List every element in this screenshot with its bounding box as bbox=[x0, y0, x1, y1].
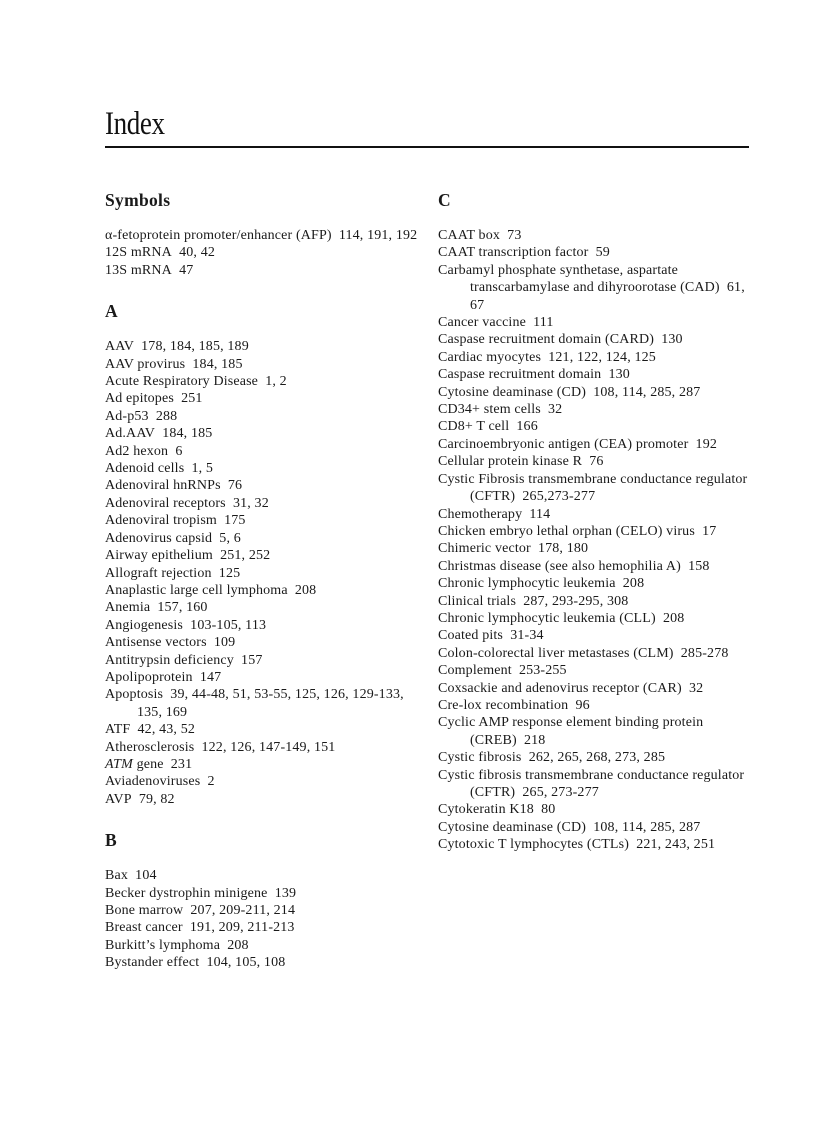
entry-term: Coated pits bbox=[438, 628, 504, 644]
entry-pages: 184, 185 bbox=[192, 356, 243, 372]
entry-term: Chicken embryo lethal orphan (CELO) virus bbox=[438, 523, 695, 539]
entry-pages: 122, 126, 147-149, 151 bbox=[201, 739, 336, 755]
entry-term: Bystander effect bbox=[105, 955, 200, 971]
index-entry bbox=[438, 558, 758, 575]
entry-pages: 251, 252 bbox=[220, 548, 271, 564]
title-rule bbox=[105, 146, 749, 148]
entry-term: Cytotoxic T lymphocytes (CTLs) bbox=[438, 837, 630, 853]
index-section bbox=[105, 190, 425, 279]
entry-pages: 114, 191, 192 bbox=[338, 228, 418, 243]
entry-term: Allograft rejection bbox=[105, 565, 212, 581]
entry-pages: 73 bbox=[507, 228, 522, 243]
index-entry bbox=[438, 697, 758, 714]
entry-pages: 184, 185 bbox=[162, 426, 213, 442]
index-entry bbox=[105, 773, 425, 790]
index-entry bbox=[105, 582, 425, 599]
entry-term: Ad epitopes bbox=[105, 391, 174, 407]
entry-term-suffix: gene bbox=[132, 756, 164, 772]
entry-pages: 32 bbox=[548, 402, 563, 418]
index-entry bbox=[438, 227, 758, 244]
entry-pages: 147 bbox=[199, 669, 222, 685]
index-entry bbox=[438, 244, 758, 261]
entry-pages: 96 bbox=[575, 697, 590, 713]
entry-term: CAAT box bbox=[438, 228, 501, 243]
entry-term: Chronic lymphocytic leukemia bbox=[438, 576, 616, 592]
entry-pages: 40, 42 bbox=[179, 245, 215, 261]
entry-term: Cystic fibrosis transmembrane conductance regulator (CFTR) bbox=[438, 767, 745, 800]
entry-pages: 104, 105, 108 bbox=[206, 955, 286, 971]
entry-term: Airway epithelium bbox=[105, 548, 213, 564]
entry-pages: 17 bbox=[702, 523, 717, 539]
index-entry bbox=[438, 523, 758, 540]
entry-pages: 103-105, 113 bbox=[190, 617, 267, 633]
index-entry bbox=[105, 460, 425, 477]
entry-pages: 178, 180 bbox=[537, 541, 589, 557]
index-entry-list bbox=[105, 867, 425, 971]
index-entry bbox=[438, 349, 758, 366]
page-title: Index bbox=[105, 106, 165, 142]
index-entry bbox=[438, 401, 758, 418]
index-entry bbox=[438, 366, 758, 383]
entry-pages: 287, 293-295, 308 bbox=[523, 593, 629, 609]
index-entry bbox=[438, 314, 758, 331]
entry-pages: 218 bbox=[523, 732, 546, 748]
index-entry bbox=[438, 262, 758, 314]
index-entry bbox=[438, 627, 758, 644]
index-entry bbox=[105, 227, 425, 244]
index-entry bbox=[438, 436, 758, 453]
index-entry bbox=[438, 418, 758, 435]
entry-pages: 108, 114, 285, 287 bbox=[593, 384, 701, 400]
entry-pages: 42, 43, 52 bbox=[137, 722, 196, 738]
entry-term: Breast cancer bbox=[105, 920, 183, 936]
section-heading: A bbox=[105, 301, 118, 322]
entry-pages: 158 bbox=[688, 558, 710, 574]
index-entry bbox=[438, 384, 758, 401]
index-entry bbox=[105, 565, 425, 582]
entry-term: Becker dystrophin minigene bbox=[105, 885, 268, 901]
entry-pages: 109 bbox=[213, 635, 236, 651]
entry-pages: 108, 114, 285, 287 bbox=[593, 819, 701, 835]
entry-pages: 178, 184, 185, 189 bbox=[141, 339, 249, 355]
index-entry bbox=[105, 373, 425, 390]
index-section bbox=[105, 301, 425, 808]
entry-term: Antisense vectors bbox=[105, 635, 207, 651]
entry-term: CD34+ stem cells bbox=[438, 402, 541, 418]
entry-pages: 157, 160 bbox=[157, 600, 208, 616]
index-entry bbox=[105, 408, 425, 425]
index-entry bbox=[105, 530, 425, 547]
index-entry bbox=[438, 331, 758, 348]
index-entry bbox=[438, 749, 758, 766]
entry-pages: 104 bbox=[135, 868, 157, 884]
entry-pages: 166 bbox=[516, 419, 538, 435]
entry-term: Cytokeratin K18 bbox=[438, 802, 534, 818]
index-entry bbox=[105, 721, 425, 738]
entry-term: Adenoid cells bbox=[105, 461, 185, 477]
index-entry bbox=[105, 652, 425, 669]
entry-term: Complement bbox=[438, 663, 512, 679]
entry-term: CD8+ T cell bbox=[438, 419, 510, 435]
index-entry bbox=[105, 477, 425, 494]
index-entry-list bbox=[438, 227, 758, 854]
entry-term: Bone marrow bbox=[105, 903, 184, 918]
entry-pages: 47 bbox=[179, 262, 194, 278]
entry-term: Adenovirus capsid bbox=[105, 530, 213, 546]
entry-pages: 288 bbox=[155, 408, 178, 424]
entry-pages: 265,273-277 bbox=[522, 489, 596, 505]
index-entry bbox=[438, 819, 758, 836]
entry-term: 13S mRNA bbox=[105, 262, 172, 278]
entry-term: Adenoviral receptors bbox=[105, 495, 226, 511]
entry-pages: 208 bbox=[294, 582, 317, 598]
entry-pages: 221, 243, 251 bbox=[636, 837, 716, 853]
index-entry bbox=[105, 686, 425, 721]
entry-pages: 31-34 bbox=[510, 628, 544, 644]
entry-term: Cyclic AMP response element binding protein (CREB) bbox=[438, 715, 704, 748]
entry-pages: 130 bbox=[661, 332, 683, 348]
index-entry bbox=[438, 471, 758, 506]
entry-term: Anemia bbox=[105, 600, 151, 616]
index-entry bbox=[105, 425, 425, 442]
entry-term: Cancer vaccine bbox=[438, 315, 526, 331]
entry-term: Atherosclerosis bbox=[105, 739, 195, 755]
entry-term: Caspase recruitment domain bbox=[438, 367, 602, 383]
entry-pages: 251 bbox=[181, 391, 203, 407]
index-section bbox=[105, 830, 425, 971]
entry-pages: 207, 209-211, 214 bbox=[190, 903, 296, 918]
entry-term: Caspase recruitment domain (CARD) bbox=[438, 332, 655, 348]
index-entry bbox=[105, 919, 425, 936]
entry-pages: 80 bbox=[541, 802, 556, 818]
entry-term: Burkitt’s lymphoma bbox=[105, 937, 221, 953]
index-entry bbox=[105, 244, 425, 261]
entry-term: Ad.AAV bbox=[105, 426, 156, 442]
section-heading: B bbox=[105, 830, 117, 851]
entry-term: Carbamyl phosphate synthetase, aspartate transcarbamylase and dihyroorotase (CAD) bbox=[438, 262, 720, 296]
entry-term: Cystic Fibrosis transmembrane conductance regulator (CFTR) bbox=[438, 471, 748, 505]
index-entry bbox=[105, 937, 425, 954]
entry-pages: 231 bbox=[170, 756, 193, 772]
entry-pages: 6 bbox=[175, 443, 183, 459]
entry-pages: 175 bbox=[224, 513, 246, 529]
index-entry bbox=[438, 645, 758, 662]
entry-pages: 59 bbox=[595, 245, 610, 261]
index-entry bbox=[105, 669, 425, 686]
entry-term: ATF bbox=[105, 722, 131, 738]
entry-term: α-fetoprotein promoter/enhancer (AFP) bbox=[105, 228, 332, 243]
entry-pages: 130 bbox=[608, 367, 630, 383]
index-entry bbox=[105, 512, 425, 529]
entry-pages: 208 bbox=[662, 610, 685, 626]
entry-pages: 262, 265, 268, 273, 285 bbox=[528, 750, 666, 766]
entry-term: Aviadenoviruses bbox=[105, 774, 201, 790]
index-entry bbox=[105, 390, 425, 407]
index-entry bbox=[105, 443, 425, 460]
index-column-left bbox=[105, 190, 425, 972]
entry-pages: 125 bbox=[218, 565, 241, 581]
entry-term: Ad2 hexon bbox=[105, 443, 169, 459]
entry-pages: 31, 32 bbox=[232, 495, 269, 511]
entry-term: Carcinoembryonic antigen (CEA) promoter bbox=[438, 436, 689, 452]
index-section bbox=[438, 190, 758, 854]
entry-term: Coxsackie and adenovirus receptor (CAR) bbox=[438, 680, 682, 696]
entry-term: Cellular protein kinase R bbox=[438, 454, 583, 470]
index-entry bbox=[438, 540, 758, 557]
entry-term: Adenoviral hnRNPs bbox=[105, 478, 221, 494]
entry-term: Cystic fibrosis bbox=[438, 750, 522, 766]
index-entry bbox=[105, 791, 425, 808]
entry-pages: 253-255 bbox=[518, 663, 567, 679]
entry-pages: 114 bbox=[529, 506, 551, 522]
entry-pages: 2 bbox=[207, 774, 215, 790]
entry-pages: 5, 6 bbox=[219, 530, 241, 546]
entry-term: AVP bbox=[105, 791, 132, 807]
index-column-right bbox=[438, 190, 758, 854]
index-entry bbox=[105, 617, 425, 634]
index-entry bbox=[105, 902, 425, 919]
index-entry bbox=[105, 547, 425, 564]
entry-term: CAAT transcription factor bbox=[438, 245, 589, 261]
entry-term: Antitrypsin deficiency bbox=[105, 652, 234, 668]
entry-pages: 139 bbox=[274, 885, 297, 901]
entry-pages: 32 bbox=[688, 680, 704, 696]
entry-term: Angiogenesis bbox=[105, 617, 184, 633]
entry-term: Chemotherapy bbox=[438, 506, 523, 522]
index-entry bbox=[105, 262, 425, 279]
entry-term: Chronic lymphocytic leukemia (CLL) bbox=[438, 610, 656, 626]
index-entry bbox=[105, 867, 425, 884]
index-entry bbox=[105, 739, 425, 756]
entry-pages: 39, 44-48, 51, 53-55, 125, 126, 129-133, 135, 169 bbox=[137, 687, 404, 720]
index-entry bbox=[438, 801, 758, 818]
index-entry bbox=[438, 714, 758, 749]
entry-pages: 61, 67 bbox=[470, 280, 745, 313]
entry-pages: 121, 122, 124, 125 bbox=[548, 349, 656, 365]
index-entry bbox=[438, 506, 758, 523]
entry-pages: 265, 273-277 bbox=[522, 785, 599, 800]
index-entry bbox=[105, 356, 425, 373]
entry-term: Adenoviral tropism bbox=[105, 513, 217, 529]
entry-term: ATM bbox=[105, 756, 133, 772]
entry-pages: 76 bbox=[227, 478, 243, 494]
section-heading: C bbox=[438, 190, 451, 210]
index-entry bbox=[105, 634, 425, 651]
index-entry bbox=[105, 599, 425, 616]
index-entry bbox=[438, 662, 758, 679]
entry-pages: 208 bbox=[227, 937, 249, 953]
entry-term: Cre-lox recombination bbox=[438, 697, 569, 713]
index-entry bbox=[438, 593, 758, 610]
entry-term: Chimeric vector bbox=[438, 541, 531, 557]
entry-term: Cytosine deaminase (CD) bbox=[438, 384, 587, 400]
index-entry bbox=[105, 495, 425, 512]
entry-pages: 76 bbox=[589, 454, 604, 470]
entry-term: Anaplastic large cell lymphoma bbox=[105, 582, 288, 598]
entry-term: Clinical trials bbox=[438, 593, 517, 609]
index-entry bbox=[438, 680, 758, 697]
entry-term: Acute Respiratory Disease bbox=[105, 374, 259, 390]
index-entry bbox=[105, 885, 425, 902]
index-entry bbox=[438, 836, 758, 853]
entry-term: Cytosine deaminase (CD) bbox=[438, 819, 587, 835]
entry-term: Apolipoprotein bbox=[105, 669, 193, 685]
index-entry bbox=[105, 954, 425, 971]
index-entry bbox=[438, 767, 758, 802]
entry-pages: 285-278 bbox=[680, 645, 729, 661]
entry-term: Christmas disease (see also hemophilia A) bbox=[438, 558, 681, 574]
entry-pages: 191, 209, 211-213 bbox=[189, 920, 295, 936]
entry-term: Cardiac myocytes bbox=[438, 349, 542, 365]
index-entry bbox=[438, 453, 758, 470]
entry-term: Apoptosis bbox=[105, 687, 164, 703]
index-entry bbox=[105, 756, 425, 773]
index-entry bbox=[438, 575, 758, 592]
entry-pages: 79, 82 bbox=[138, 791, 175, 807]
entry-term: AAV bbox=[105, 339, 134, 355]
index-entry bbox=[105, 338, 425, 355]
entry-term: Colon-colorectal liver metastases (CLM) bbox=[438, 645, 674, 661]
section-heading: Symbols bbox=[105, 190, 171, 210]
entry-pages: 157 bbox=[241, 652, 263, 668]
entry-term: Bax bbox=[105, 868, 129, 884]
index-entry-list bbox=[105, 338, 425, 808]
entry-pages: 1, 5 bbox=[191, 461, 214, 477]
entry-pages: 192 bbox=[695, 436, 717, 452]
index-entry bbox=[438, 610, 758, 627]
entry-pages: 1, 2 bbox=[265, 374, 287, 390]
entry-pages: 111 bbox=[533, 315, 554, 331]
entry-term: 12S mRNA bbox=[105, 245, 172, 261]
entry-term: Ad-p53 bbox=[105, 408, 149, 424]
entry-term: AAV provirus bbox=[105, 356, 186, 372]
entry-pages: 208 bbox=[622, 576, 645, 592]
index-entry-list bbox=[105, 227, 425, 279]
